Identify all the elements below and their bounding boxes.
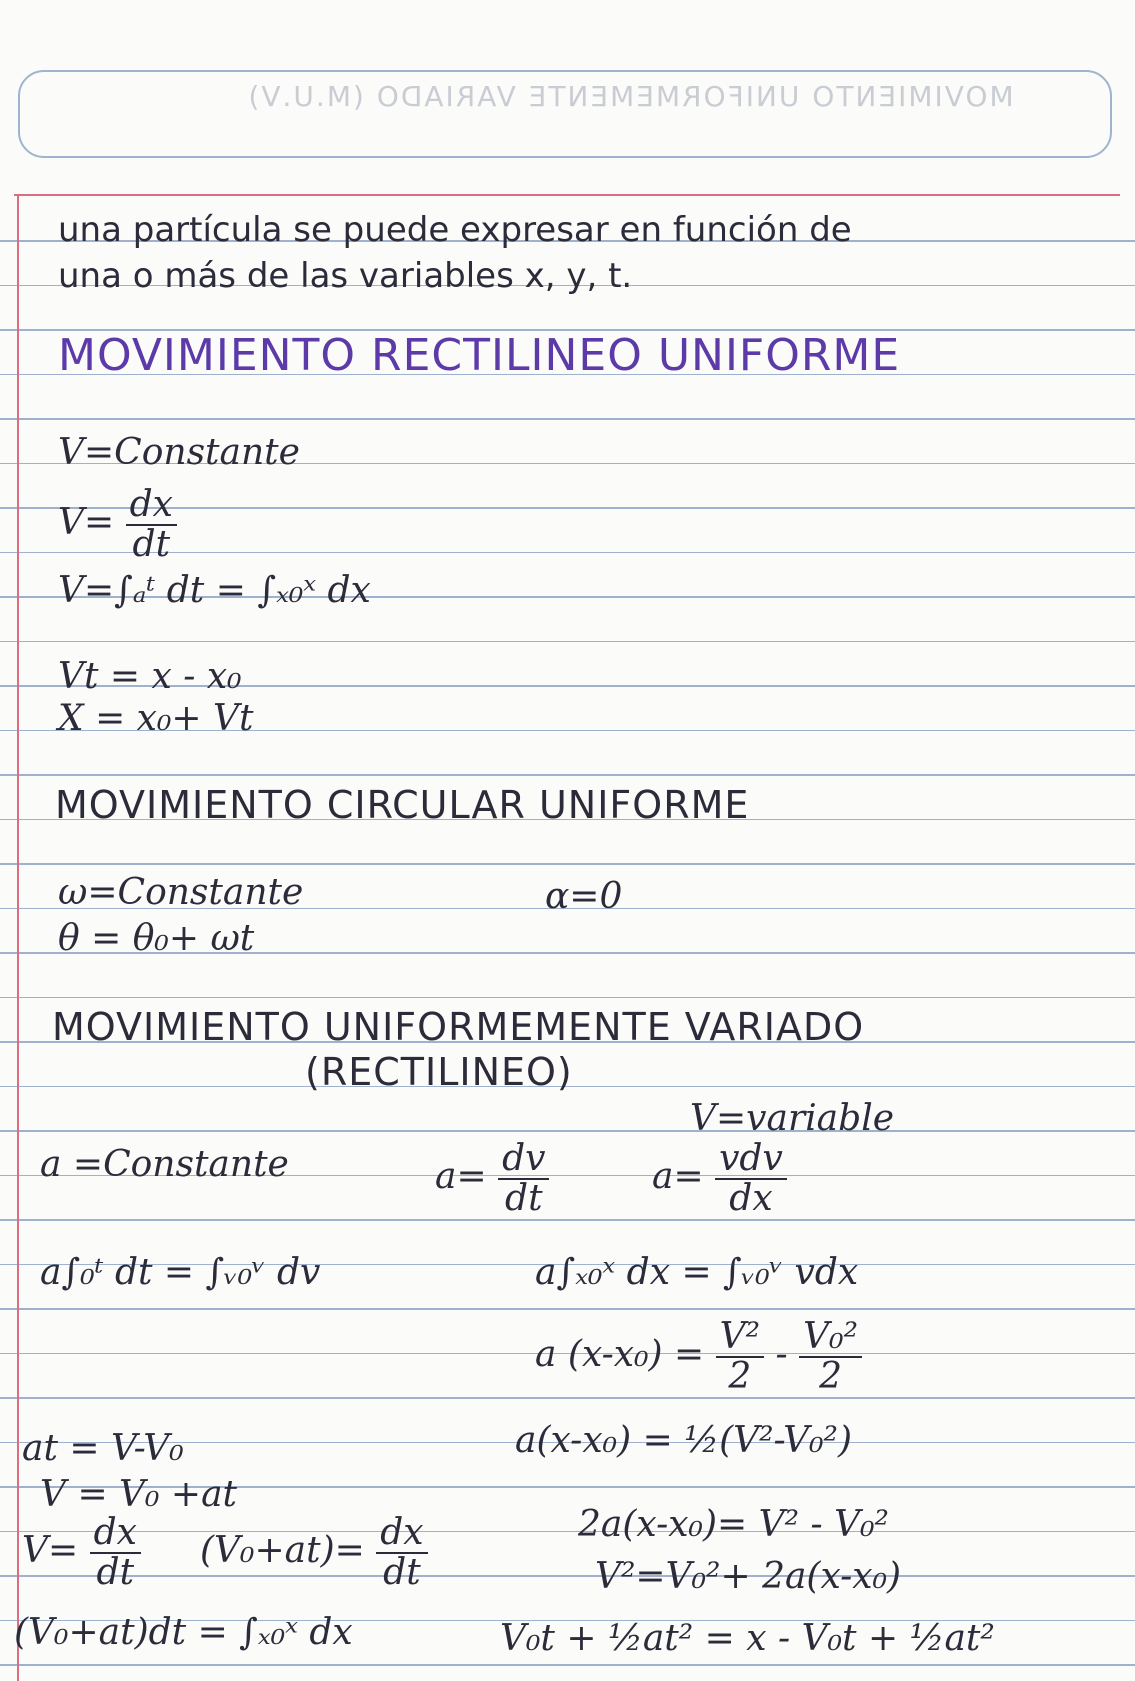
ruled-line — [0, 1219, 1135, 1221]
muv-v0at-fraction — [376, 1514, 427, 1592]
muv-a-lhs: a= — [435, 1155, 487, 1197]
muv-eq-a-d1: 2 — [728, 1355, 752, 1397]
mcu-heading: MOVIMIENTO CIRCULAR UNIFORME — [55, 783, 750, 827]
muv-eq-a — [535, 1318, 862, 1396]
muv-vdx-den: dt — [96, 1551, 135, 1593]
muv-v0at-lhs: (V₀+at)= — [200, 1529, 365, 1571]
top-margin-line — [14, 194, 1120, 196]
mru-v-fraction — [126, 486, 177, 564]
muv-eq-a-frac2 — [799, 1318, 862, 1396]
muv-a-den: dt — [505, 1177, 543, 1219]
bleed-through-title: MOVIMIENTO UNIFORMEMENTE VARIADO (M.U.V) — [246, 80, 1014, 113]
muv-a2-den: dx — [729, 1177, 773, 1219]
muv-eq-d: V²=V₀²+ 2a(x-x₀) — [595, 1556, 902, 1597]
mcu-alpha: α=0 — [545, 876, 623, 917]
muv-a2-fraction — [715, 1140, 787, 1218]
mru-heading: MOVIMIENTO RECTILINEO UNIFORME — [58, 330, 901, 381]
mru-integral: V=∫ₐᵗ dt = ∫ₓ₀ˣ dx — [58, 570, 371, 611]
muv-v0at-den: dt — [383, 1551, 421, 1593]
muv-eq-a-minus: - — [775, 1333, 788, 1375]
muv-eq-a-n2: V₀² — [799, 1318, 862, 1358]
ruled-line — [0, 1308, 1135, 1310]
mru-v-lhs: V= — [58, 501, 115, 543]
title-box — [18, 70, 1112, 158]
muv-integral-1: a∫₀ᵗ dt = ∫ᵥ₀ᵛ dv — [40, 1252, 321, 1293]
muv-subheading: (RECTILINEO) — [305, 1050, 573, 1094]
intro-line-1: una partícula se puede expresar en función de — [58, 210, 852, 250]
muv-a-fraction — [498, 1140, 549, 1218]
ruled-line — [0, 1397, 1135, 1399]
muv-v0at — [200, 1514, 428, 1592]
muv-a-dvdt — [435, 1140, 549, 1218]
mru-v-constant: V=Constante — [58, 432, 300, 473]
muv-vdx-num: dx — [90, 1514, 141, 1554]
ruled-line — [0, 1664, 1135, 1666]
muv-v0at-num: dx — [376, 1514, 427, 1554]
muv-vdx-fraction — [90, 1514, 141, 1592]
ruled-line — [0, 997, 1135, 999]
ruled-line — [0, 863, 1135, 865]
ruled-line — [0, 1130, 1135, 1132]
muv-a2-lhs: a= — [652, 1155, 704, 1197]
red-margin-line — [17, 196, 19, 1681]
ruled-line — [0, 418, 1135, 420]
ruled-line — [0, 774, 1135, 776]
muv-a-num: dv — [498, 1140, 549, 1180]
muv-last-right: V₀t + ½at² = x - V₀t + ½at² — [500, 1618, 995, 1659]
muv-eq-a-lhs: a (x-x₀) = — [535, 1333, 705, 1375]
mru-v-num: dx — [126, 486, 177, 526]
mru-v-den: dt — [132, 523, 171, 565]
mru-vt: Vt = x - x₀ — [58, 656, 242, 697]
muv-a2-num: vdv — [715, 1140, 787, 1180]
muv-a-constant: a =Constante — [40, 1144, 289, 1185]
muv-eq-a-d2: 2 — [819, 1355, 843, 1397]
muv-eq-a-n1: V² — [716, 1318, 764, 1358]
muv-vdx-lhs: V= — [22, 1529, 79, 1571]
mru-v-derivative — [58, 486, 177, 564]
muv-heading: MOVIMIENTO UNIFORMEMENTE VARIADO — [52, 1005, 865, 1049]
muv-eq-a-frac1 — [716, 1318, 764, 1396]
muv-eq-b: a(x-x₀) = ½(V²-V₀²) — [515, 1420, 852, 1461]
intro-line-2: una o más de las variables x, y, t. — [58, 256, 633, 296]
ruled-line — [0, 641, 1135, 643]
muv-eq-c: 2a(x-x₀)= V² - V₀² — [578, 1504, 889, 1545]
muv-at: at = V-V₀ — [22, 1428, 184, 1469]
mcu-theta: θ = θ₀+ ωt — [58, 918, 255, 959]
muv-a-vdvdx — [652, 1140, 787, 1218]
muv-integral-2: a∫ₓ₀ˣ dx = ∫ᵥ₀ᵛ vdx — [535, 1252, 859, 1293]
muv-v-variable: V=variable — [690, 1098, 895, 1139]
mcu-omega: ω=Constante — [58, 872, 304, 913]
mru-x: X = x₀+ Vt — [58, 698, 254, 739]
ruled-line — [0, 1531, 1135, 1533]
ruled-line — [0, 1575, 1135, 1577]
muv-last-left: (V₀+at)dt = ∫ₓ₀ˣ dx — [14, 1612, 353, 1653]
muv-v-dxdt — [22, 1514, 141, 1592]
muv-v: V = V₀ +at — [40, 1474, 238, 1515]
